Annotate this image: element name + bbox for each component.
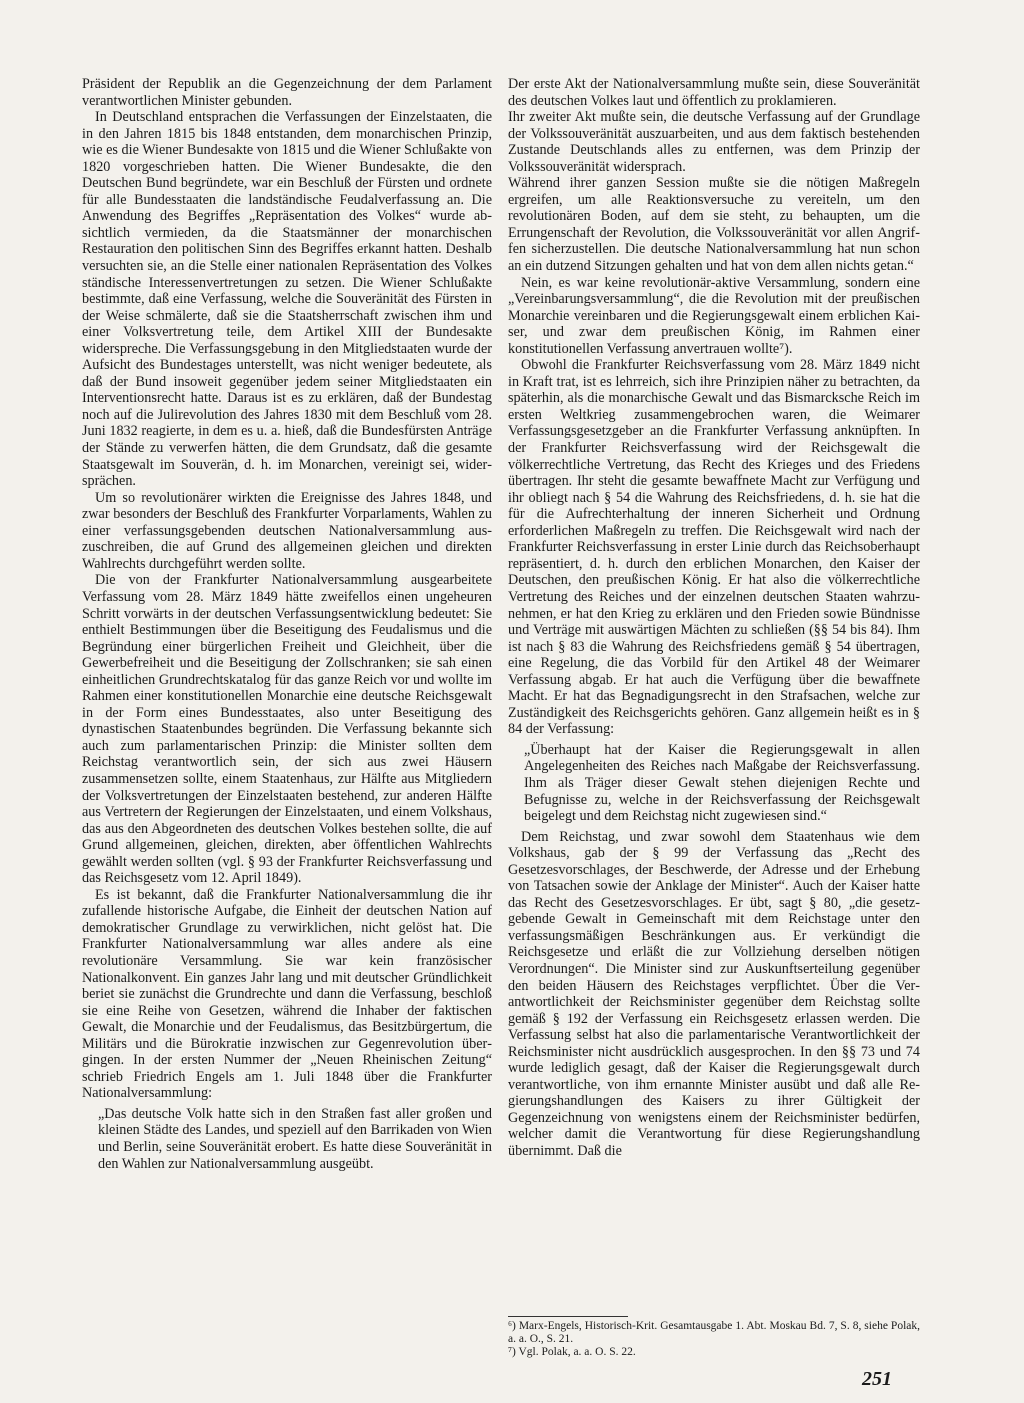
paragraph: In Deutschland entsprachen die Verfassungen der Einzelstaaten, die in den Jahren 1815 bis 1848 entstanden, dem monarchischen Prinzip, wie es die Wiener Bundesakte von 1815 und die Wiener Schlußakte von 1820 vorgeschrieben hatten. Die Wiener Bundesakte, die den Deutschen Bund begründete, war ein Beschluß der Fürsten und ordnete für alle Bundesstaaten die landständische Feudalverfassung an. Die Anwendung des Begriffes „Repräsentation des Volkes“ wurde absichtlich vermieden, da die Staatsmänner der monarchischen Restauration den politischen Sinn des Begriffes erkannt hatten. Deshalb versuchten sie, an die Stelle einer nationalen Repräsentation des Volkes ständische Interessenvertretungen zu setzen. Die Wiener Schlußakte bestimmte, daß eine Verfassung, welche die Souveränität des Fürsten in der Weise schmälerte, daß sie die Staatsherrschaft zwischen ihm und einer Volksvertretung teile, dem Artikel XIII der Bundesakte widerspreche. Die Verfassungsgebung in den Mitgliedstaaten wurde der Aufsicht des Bundestages unterstellt, was nicht weniger bedeutete, als daß der Bund insoweit gegenüber jedem seiner Mitgliedstaaten ein Interventionsrecht hatte. Daraus ist es zu erklären, daß der Bundestag noch auf die Julirevolution des Jahres 1830 mit dem Beschluß vom 28. Juni 1832 reagierte, in dem es u. a. hieß, daß die Bundesfürsten Anträge der Stände zu verwerfen hätten, die dem Grundsatz, daß die gesamte Staatsgewalt im Souverän, d. h. im Monarchen, vereinigt sei, widersprächen. bbox=[82, 109, 492, 490]
left-column bbox=[82, 76, 492, 1176]
paragraph: Obwohl die Frankfurter Reichsverfassung vom 28. März 1849 nicht in Kraft trat, ist es lehrreich, sich ihre Prinzipien näher zu betrachten, da späterhin, als die monarchische Gewalt und das Bismarcksche Reich im ersten Weltkrieg zusammengebrochen waren, die Weimarer Verfassungsgesetzgeber an die Frankfurter Verfassung anknüpften. In der Frankfurter Reichsverfassung wird der Reichsgewalt die völkerrechtliche Vertretung, das Recht des Krieges und des Friedens übertragen. Ihr steht die gesamte bewaffnete Macht zur Verfügung und ihr obliegt nach § 54 die Wahrung des Reichsfriedens, d. h. sie hat die für die Aufrechterhaltung der inneren Sicherheit und Ordnung erforderlichen Maßregeln zu treffen. Die Reichsgewalt wird nach der Frankfurter Reichsverfassung in erster Linie durch das Reichsoberhaupt repräsentiert, d. h. durch den erblichen Monarchen, den Kaiser der Deutschen, den preußischen König. Er hat also die völkerrechtliche Vertretung des Reiches und der einzelnen deutschen Staaten wahrzunehmen, er hat den Krieg zu erklären und den Frieden sowie Bündnisse und Verträge mit auswärtigen Mächten zu schließen (§§ 54 bis 84). Ihm ist nach § 83 die Wahrung des Reichsfriedens gemäß § 54 übertragen, eine Regelung, die das Vorbild für den Artikel 48 der Weimarer Verfassung abgab. Er hat auch die Verfügung über die bewaffnete Macht. Er hat das Begnadigungsrecht in den Strafsachen, welche zur Zuständigkeit des Reichsgerichts gehören. Ganz allgemein heißt es in § 84 der Verfassung: bbox=[508, 357, 920, 738]
paragraph: Nein, es war keine revolutionär-aktive Versammlung, sondern eine „Vereinbarungsversammlung“, die die Revolution mit der preußischen Monarchie vereinbaren und die Regierungsgewalt einem erblichen Kaiser, und zwar dem preußischen König, im Rahmen einer konstitutionellen Verfassung anvertrauen wollte⁷). bbox=[508, 274, 920, 357]
footnote: ⁶) Marx-Engels, Historisch-Krit. Gesamtausgabe 1. Abt. Moskau Bd. 7, S. 8, siehe Polak, a. a. O., S. 21. bbox=[508, 1320, 920, 1345]
quotation-continued: Der erste Akt der Nationalversammlung mußte sein, diese Souveränität des deutschen Volkes laut und öffentlich zu proklamieren. bbox=[508, 76, 920, 109]
footnote: ⁷) Vgl. Polak, a. a. O. S. 22. bbox=[508, 1346, 636, 1358]
paragraph: Um so revolutionärer wirkten die Ereignisse des Jahres 1848, und zwar besonders der Beschluß des Frankfurter Vorparlaments, Wahlen zu einer verfassungsgebenden deutschen Nationalversammlung auszuschreiben, die auf Grund des allgemeinen gleichen und direkten Wahlrechts durchgeführt werden sollte. bbox=[82, 489, 492, 572]
paragraph: Präsident der Republik an die Gegenzeichnung der dem Parlament verantwortlichen Minister gebunden. bbox=[82, 76, 492, 109]
quotation: „Überhaupt hat der Kaiser die Regierungsgewalt in allen Angelegenheiten des Reiches nach Maßgabe der Reichsverfassung. Ihm als Träger dieser Gewalt stehen diejenigen Rechte und Befugnisse zu, welche in der Reichsverfassung der Reichsgewalt beigelegt und dem Reichstag nicht zugewiesen sind.“ bbox=[524, 741, 920, 825]
page-number: 251 bbox=[862, 1368, 892, 1390]
quotation: „Das deutsche Volk hatte sich in den Straßen fast aller großen und kleinen Städte des Landes, und speziell auf den Barrikaden von Wien und Berlin, seine Souveränität erobert. Es hatte diese Souveränität in den Wahlen zur Nationalversammlung ausgeübt. bbox=[98, 1105, 492, 1172]
footnote-divider bbox=[508, 1316, 628, 1317]
quotation-continued: Ihr zweiter Akt mußte sein, die deutsche Verfassung auf der Grundlage der Volkssouveränität auszuarbeiten, und aus dem faktisch bestehenden Zustande Deutschlands alles zu entfernen, was dem Prinzip der Volkssouveränität widersprach. bbox=[508, 109, 920, 175]
quotation-continued: Während ihrer ganzen Session mußte sie die nötigen Maßregeln ergreifen, um alle Reaktionsversuche zu vereiteln, um den revolutionären Boden, auf dem sie steht, zu behaupten, um die Errungenschaft der Revolution, die Volkssouveränität vor allen Angriffen sicherzustellen. Die deutsche Nationalversammlung hat nun schon an ein dutzend Sitzungen gehalten und hat von dem allen nichts getan.“ bbox=[508, 175, 920, 275]
paragraph: Dem Reichstag, und zwar sowohl dem Staatenhaus wie dem Volkshaus, gab der § 99 der Verfassung das „Recht des Gesetzesvorschlages, der Beschwerde, der Adresse und der Erhebung von Tatsachen sowie der Anklage der Minister“. Auch der Kaiser hatte das Recht des Gesetzesvorschlages. Er übt, sagt § 80, „die gesetzgebende Gewalt in Gemeinschaft mit dem Reichstage unter den verfassungsmäßigen Beschränkungen aus. Er verkündigt die Reichsgesetze und erläßt die zur Vollziehung derselben nötigen Verordnungen“. Die Minister sind zur Auskunftserteilung gegenüber den beiden Häusern des Reichstages verpflichtet. Über die Verantwortlichkeit der Reichsminister gegenüber dem Reichstag sollte gemäß § 192 der Verfassung ein Reichsgesetz erlassen werden. Die Verfassung selbst hat also die parlamentarische Verantwortlichkeit der Reichsminister nicht ausdrücklich ausgesprochen. In den §§ 73 und 74 wurde lediglich gesagt, daß der Kaiser die Regierungsgewalt durch verantwortliche, von ihm ernannte Minister ausübt und daß alle Regierungshandlungen des Kaisers zu ihrer Gültigkeit der Gegenzeichnung von wenigstens einem der Reichsminister bedürfen, welcher damit die Verantwortung für diese Regierungshandlung übernimmt. Daß die bbox=[508, 828, 920, 1159]
right-column bbox=[508, 76, 920, 1160]
paragraph: Die von der Frankfurter Nationalversammlung ausgearbeitete Verfassung vom 28. März 1849 hätte zweifellos einen ungeheuren Schritt vorwärts in der deutschen Verfassungsentwicklung bedeutet: Sie enthielt Bestimmungen über die Beseitigung des Feudalismus und die Begründung einer bürgerlichen Freiheit und Gleichheit, über die Gewerbefreiheit und die Beseitigung der Zollschranken; sie sah einen einheitlichen Grundrechtskatalog für das ganze Reich vor und wollte im Rahmen einer konstitutionellen Monarchie eine deutsche Reichsgewalt in der Form eines Bundesstaates, also unter Beseitigung des dynastischen Staatenbundes begründen. Die Verfassung bekannte sich auch zum parlamentarischen Prinzip: die Minister sollten dem Reichstag verantwortlich sein, der sich aus zwei Häusern zusammensetzen sollte, einem Staatenhaus, zur Hälfte aus Mitgliedern der Volksvertretungen der Einzelstaaten bestehend, zur anderen Hälfte aus Vertretern der Regierungen der Einzelstaaten, und einem Volkshaus, das aus den Abgeordneten des deutschen Volkes bestehen sollte, die auf Grund allgemeinen, gleichen, direkten, aber öffentlichen Wahlrechts gewählt werden sollten (vgl. § 93 der Frankfurter Reichsverfassung und das Reichsgesetz vom 12. April 1849). bbox=[82, 572, 492, 887]
footnotes bbox=[508, 1316, 920, 1359]
paragraph: Es ist bekannt, daß die Frankfurter Nationalversammlung die ihr zufallende historische Aufgabe, die Einheit der deutschen Nation auf demokratischer Grundlage zu verwirklichen, nicht gelöst hat. Die Frankfurter Nationalversammlung war alles andere als eine revolutionäre Versammlung. Sie war kein französischer Nationalkonvent. Ein ganzes Jahr lang und mit deutscher Gründlichkeit beriet sie zunächst die Grundrechte und dann die Verfassung, beschloß sie eine Reihe von Gesetzen, während die Inhaber der faktischen Gewalt, die Monarchie und der Feudalismus, das Besitzbürgertum, die Militärs und die Bürokratie inzwischen zur Gegenrevolution übergingen. In der ersten Nummer der „Neuen Rheinischen Zeitung“ schrieb Friedrich Engels am 1. Juli 1848 über die Frankfurter Nationalversammlung: bbox=[82, 886, 492, 1102]
